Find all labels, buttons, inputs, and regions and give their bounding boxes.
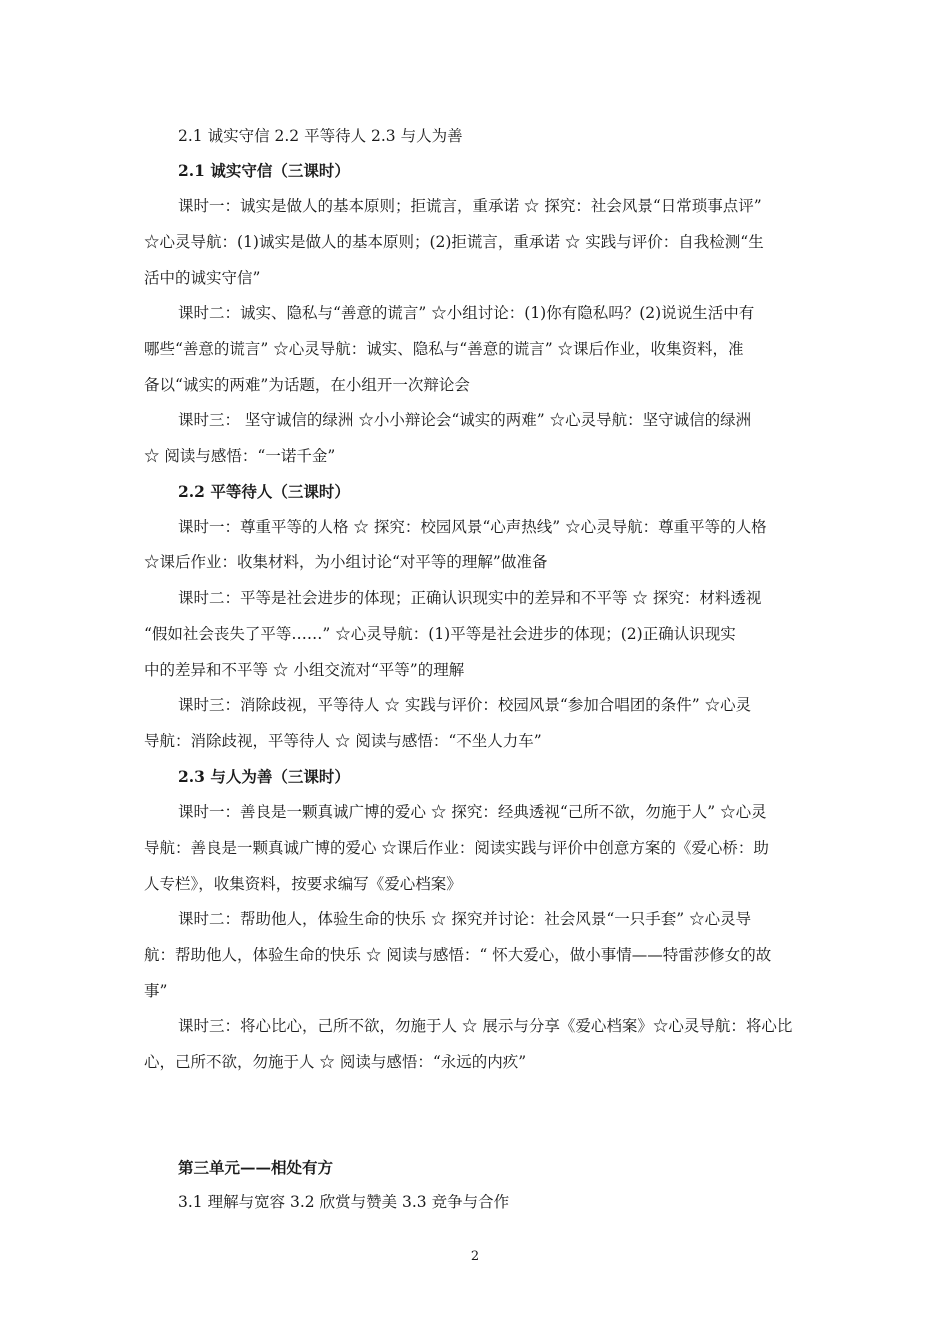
heading-2-3: 2.3 与人为善（三课时） [178, 767, 350, 786]
paragraph-line: 课时二：平等是社会进步的体现；正确认识现实中的差异和不平等 ☆ 探究：材料透视 [178, 589, 762, 607]
paragraph-line: ☆课后作业：收集材料，为小组讨论“对平等的理解”做准备 [144, 553, 548, 571]
paragraph-line: 导航：善良是一颗真诚广博的爱心 ☆课后作业：阅读实践与评价中创意方案的《爱心桥：助 [144, 839, 769, 857]
paragraph-line: 备以“诚实的两难”为话题，在小组开一次辩论会 [144, 376, 470, 394]
paragraph-line: 课时一：善良是一颗真诚广博的爱心 ☆ 探究：经典透视“己所不欲，勿施于人” ☆心灵 [178, 803, 767, 821]
heading-2-1: 2.1 诚实守信（三课时） [178, 161, 350, 180]
paragraph-line: “假如社会丧失了平等……” ☆心灵导航：(1)平等是社会进步的体现；(2)正确认识现实 [144, 625, 736, 643]
paragraph-line: 课时三：将心比心，己所不欲，勿施于人 ☆ 展示与分享《爱心档案》☆心灵导航：将心比 [178, 1017, 793, 1035]
paragraph-line: 导航：消除歧视，平等待人 ☆ 阅读与感悟：“不坐人力车” [144, 732, 542, 750]
paragraph-line: ☆心灵导航：(1)诚实是做人的基本原则；(2)拒谎言，重承诺 ☆ 实践与评价：自我检测“生 [144, 233, 764, 251]
paragraph-line: 事” [144, 982, 168, 1000]
paragraph-line: 哪些“善意的谎言” ☆心灵导航：诚实、隐私与“善意的谎言” ☆课后作业，收集资料，准 [144, 340, 744, 358]
page-number: 2 [470, 1249, 480, 1264]
section-list-2: 2.1 诚实守信 2.2 平等待人 2.3 与人为善 [178, 127, 463, 145]
section-list-3: 3.1 理解与宽容 3.2 欣赏与赞美 3.3 竞争与合作 [178, 1193, 510, 1211]
paragraph-line: ☆ 阅读与感悟：“一诺千金” [144, 447, 336, 465]
paragraph-line: 课时三：消除歧视，平等待人 ☆ 实践与评价：校园风景“参加合唱团的条件” ☆心灵 [178, 696, 752, 714]
heading-2-2: 2.2 平等待人（三课时） [178, 482, 350, 501]
paragraph-line: 课时二：帮助他人，体验生命的快乐 ☆ 探究并讨论：社会风景“一只手套” ☆心灵导 [178, 910, 752, 928]
paragraph-line: 人专栏》，收集资料，按要求编写《爱心档案》 [144, 875, 462, 893]
paragraph-line: 课时三： 坚守诚信的绿洲 ☆小小辩论会“诚实的两难” ☆心灵导航：坚守诚信的绿洲 [178, 411, 752, 429]
paragraph-line: 活中的诚实守信” [144, 269, 261, 287]
paragraph-line: 课时一：诚实是做人的基本原则；拒谎言，重承诺 ☆ 探究：社会风景“日常琐事点评” [178, 197, 762, 215]
paragraph-line: 航：帮助他人，体验生命的快乐 ☆ 阅读与感悟：“ 怀大爱心，做小事情——特雷莎修女的故 [144, 946, 772, 964]
unit-3-heading: 第三单元——相处有方 [178, 1158, 334, 1177]
paragraph-line: 课时二：诚实、隐私与“善意的谎言” ☆小组讨论：(1)你有隐私吗？(2)说说生活中有 [178, 304, 755, 322]
paragraph-line: 心，己所不欲，勿施于人 ☆ 阅读与感悟：“永远的内疚” [144, 1053, 527, 1071]
paragraph-line: 课时一：尊重平等的人格 ☆ 探究：校园风景“心声热线” ☆心灵导航：尊重平等的人格 [178, 518, 767, 536]
paragraph-line: 中的差异和不平等 ☆ 小组交流对“平等”的理解 [144, 661, 465, 679]
